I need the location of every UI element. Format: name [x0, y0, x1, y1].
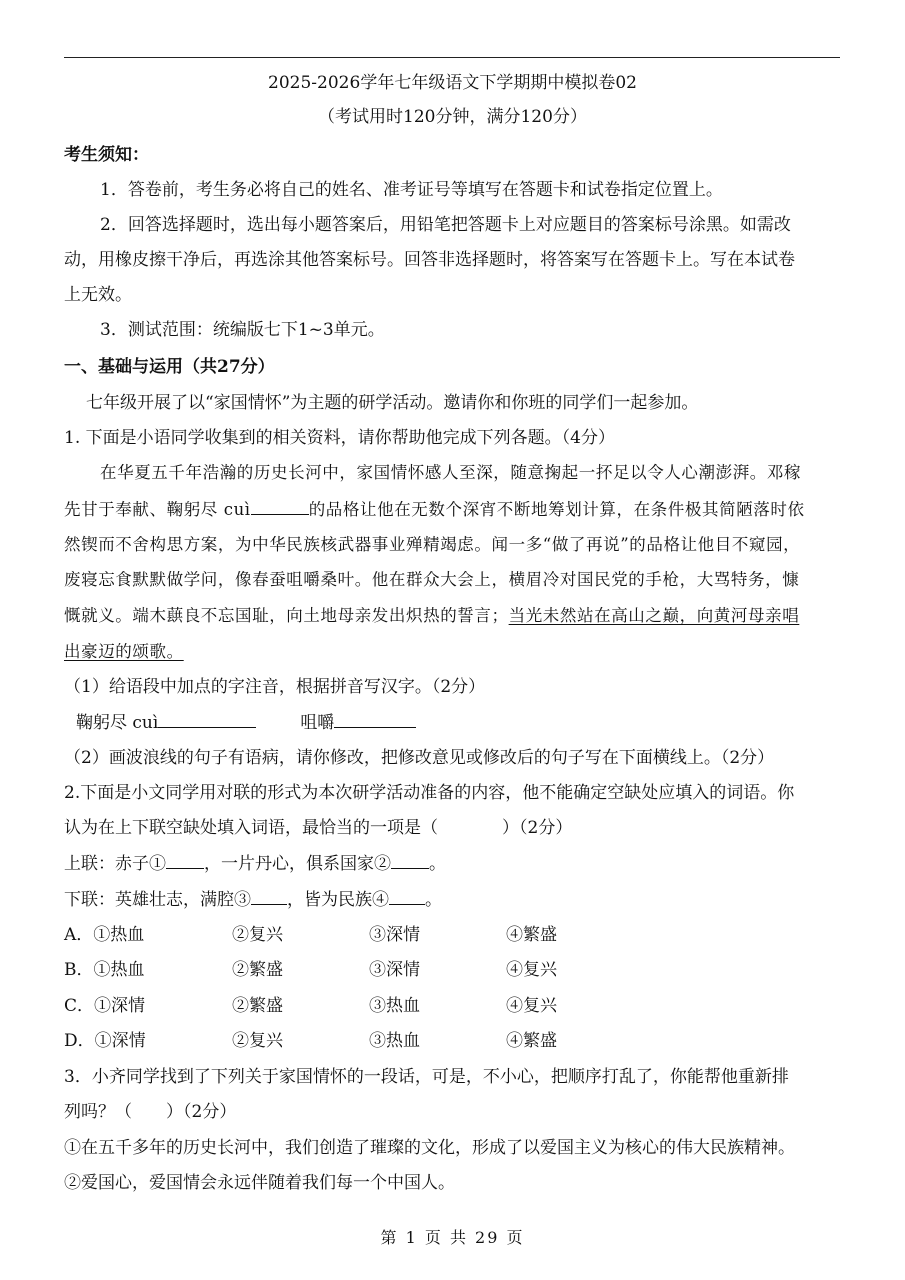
q2-option-a-3: ③深情: [369, 925, 420, 945]
q1-stem: 1. 下面是小语同学收集到的相关资料，请你帮助他完成下列各题。（4分）: [64, 428, 615, 448]
q2-option-c-2: ②繁盛: [232, 996, 283, 1016]
q1-passage-text: 慨就义。端木蕻良不忘国耻，向土地母亲发出炽热的誓言；: [64, 606, 509, 625]
q2-option-d-3: ③热血: [369, 1031, 420, 1051]
q2-blank-1[interactable]: [166, 853, 204, 869]
q1-passage-text: 先甘于奉献、鞠躬尽 cuì: [64, 500, 251, 519]
q2-lower-text: ，皆为民族④: [287, 890, 389, 910]
q1-passage-line-1: 在华夏五千年浩瀚的历史长河中，家国情怀感人至深，随意掬起一抔足以令人心潮澎湃。邓稼: [100, 463, 802, 482]
q2-option-c-3: ③热血: [369, 996, 420, 1016]
exam-subtitle: （考试用时120分钟，满分120分）: [318, 107, 587, 127]
q2-blank-3[interactable]: [251, 889, 287, 905]
q2-option-a-4: ④繁盛: [506, 925, 557, 945]
q1-sub1-item-a: 鞠躬尽 cuì: [76, 713, 159, 733]
q1-sub1: （1）给语段中加点的字注音，根据拼音写汉字。（2分）: [64, 677, 486, 697]
q1-passage-blank: [251, 499, 309, 515]
q1-sub1-answer-row: [76, 712, 416, 733]
q1-passage-line-5: [64, 606, 799, 626]
q2-lower-text: 。: [425, 890, 442, 910]
q3-stem-2: 列吗？（ ）（2分）: [64, 1102, 237, 1122]
q2-option-c-4: ④复兴: [506, 996, 557, 1016]
q2-option-d[interactable]: D．①深情: [64, 1031, 146, 1051]
notice-item-1: 1．答卷前，考生务必将自己的姓名、准考证号等填写在答题卡和试卷指定位置上。: [100, 180, 723, 200]
q2-lower-text: 下联：英雄壮志，满腔③: [64, 890, 251, 910]
q2-option-b-4: ④复兴: [506, 960, 557, 980]
exam-title: 2025-2026学年七年级语文下学期期中模拟卷02: [268, 73, 637, 93]
q1-passage-line-3: 然锲而不舍构思方案，为中华民族核武器事业殚精竭虑。闻一多“做了再说”的品格让他目不窥园，: [64, 535, 801, 554]
q2-upper-text: 。: [429, 854, 446, 874]
q1-passage-line-6: [64, 642, 184, 662]
q3-sentence-2: ②爱国心，爱国情会永远伴随着我们每一个中国人。: [64, 1173, 455, 1193]
q2-option-a-2: ②复兴: [232, 925, 283, 945]
page-footer: 第 1 页 共 29 页: [380, 1228, 525, 1247]
q2-upper-couplet: [64, 853, 446, 874]
q1-wavy-sentence: 当光未然站在高山之巅，向黄河母亲唱: [508, 606, 800, 625]
q1-passage-line-4: 废寝忘食默默做学问，像春蚕咀嚼桑叶。他在群众大会上，横眉冷对国民党的手枪，大骂特务，慷: [64, 570, 800, 589]
section-heading: 一、基础与运用（共27分）: [64, 357, 275, 377]
q2-upper-text: 上联：赤子①: [64, 854, 166, 874]
q1-passage-line-2: [64, 499, 805, 520]
q2-stem-score: ）（2分）: [502, 818, 573, 838]
q1-sub2: （2）画波浪线的句子有语病，请你修改，把修改意见或修改后的句子写在下面横线上。（2分）: [64, 748, 775, 768]
q2-option-d-4: ④繁盛: [506, 1031, 557, 1051]
q2-stem-1: 2.下面是小文同学用对联的形式为本次研学活动准备的内容，他不能确定空缺处应填入的词语。你: [64, 783, 795, 803]
q2-option-c[interactable]: C．①深情: [64, 996, 146, 1016]
q2-option-d-2: ②复兴: [232, 1031, 283, 1051]
q2-blank-4[interactable]: [389, 889, 425, 905]
notice-item-2: 2．回答选择题时，选出每小题答案后，用铅笔把答题卡上对应题目的答案标号涂黑。如需改: [100, 215, 791, 235]
q2-option-a[interactable]: A．①热血: [64, 925, 145, 945]
notice-item-2-cont: 动，用橡皮擦干净后，再选涂其他答案标号。回答非选择题时，将答案写在答题卡上。写在本试卷: [64, 250, 795, 270]
q1-wavy-sentence-end: 出豪迈的颂歌。: [64, 642, 184, 661]
q3-stem-1: 3．小齐同学找到了下列关于家国情怀的一段话，可是，不小心，把顺序打乱了，你能帮他重新排: [64, 1067, 789, 1087]
q1-sub1-item-b: 咀嚼: [300, 713, 335, 733]
notice-heading: 考生须知：: [64, 145, 149, 165]
q2-lower-couplet: [64, 889, 442, 910]
q2-stem-2: [64, 818, 572, 838]
q2-option-b-2: ②繁盛: [232, 960, 283, 980]
q2-stem-text: 认为在上下联空缺处填入词语，最恰当的一项是（: [64, 818, 438, 838]
notice-item-2-end: 上无效。: [64, 285, 132, 305]
q1-passage-text: 的品格让他在无数个深宵不断地筹划计算，在条件极其简陋落时依: [308, 500, 805, 519]
q1-sub1-blank-b[interactable]: [334, 712, 416, 728]
q1-sub1-blank-a[interactable]: [158, 712, 256, 728]
section-intro: 七年级开展了以“家国情怀”为主题的研学活动。邀请你和你班的同学们一起参加。: [86, 393, 699, 413]
q3-sentence-1: ①在五千多年的历史长河中，我们创造了璀璨的文化，形成了以爱国主义为核心的伟大民族精神。: [64, 1138, 795, 1158]
q2-option-b-3: ③深情: [369, 960, 420, 980]
q2-blank-2[interactable]: [391, 853, 429, 869]
q2-option-b[interactable]: B．①热血: [64, 960, 145, 980]
q2-upper-text: ，一片丹心，俱系国家②: [204, 854, 391, 874]
header-rule: [64, 57, 840, 58]
notice-item-3: 3．测试范围：统编版七下1~3单元。: [100, 320, 385, 340]
